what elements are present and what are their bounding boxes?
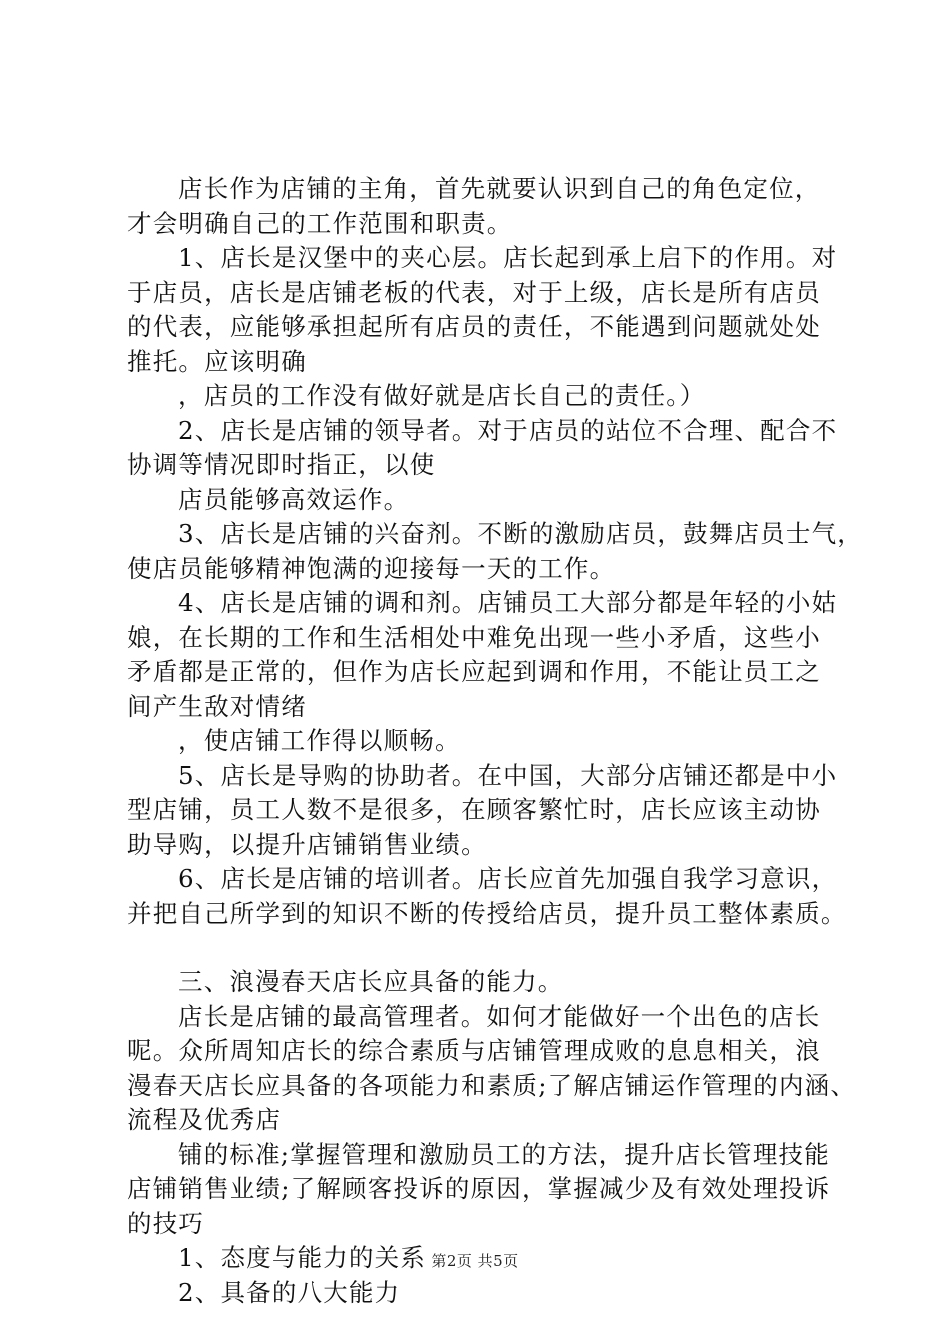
page-number-label: 第2页 共5页 (431, 1252, 519, 1270)
text-line: ，店员的工作没有做好就是店长自己的责任。） (178, 381, 706, 410)
text-line: 呢。众所周知店长的综合素质与店铺管理成败的息息相关，浪 (127, 1036, 821, 1065)
text-line: 店铺销售业绩;了解顾客投诉的原因，掌握减少及有效处理投诉 (127, 1174, 831, 1203)
page-footer (0, 1250, 950, 1271)
text-line: 型店铺，员工人数不是很多，在顾客繁忙时，店长应该主动协 (127, 795, 821, 824)
section-heading: 三、浪漫春天店长应具备的能力。 (178, 967, 564, 996)
list-item: 2、具备的八大能力 (178, 1277, 401, 1307)
text-line: 娘，在长期的工作和生活相处中难免出现一些小矛盾，这些小 (127, 622, 821, 652)
list-item: 1、态度与能力的关系 (178, 1243, 427, 1272)
text-line: 才会明确自己的工作范围和职责。 (127, 208, 513, 238)
document-body (127, 172, 863, 1310)
text-line: 于店员，店长是店铺老板的代表，对于上级，店长是所有店员 (127, 277, 821, 307)
text-line: 矛盾都是正常的，但作为店长应起到调和作用，不能让员工之 (127, 657, 821, 686)
blank-line (127, 931, 842, 965)
text-line: 流程及优秀店 (127, 1105, 282, 1134)
text-line: 2、店长是店铺的领导者。对于店员的站位不合理、配合不 (178, 415, 838, 445)
text-line: 并把自己所学到的知识不断的传授给店员，提升员工整体素质。 (127, 898, 847, 928)
text-line: 5、店长是导购的协助者。在中国，大部分店铺还都是中小 (178, 760, 838, 790)
text-line: 4、店长是店铺的调和剂。店铺员工大部分都是年轻的小姑 (178, 588, 838, 617)
text-line: 铺的标准;掌握管理和激励员工的方法，提升店长管理技能 (178, 1139, 830, 1169)
text-line: 协调等情况即时指正，以使 (127, 450, 436, 479)
text-line: 漫春天店长应具备的各项能力和素质;了解店铺运作管理的内涵、 (127, 1070, 857, 1100)
text-line: 助导购，以提升店铺销售业绩。 (127, 829, 487, 859)
text-line: 6、店长是店铺的培训者。店长应首先加强自我学习意识， (178, 864, 838, 893)
text-line: 推托。应该明确 (127, 346, 307, 376)
text-line: 1、店长是汉堡中的夹心层。店长起到承上启下的作用。对 (178, 243, 838, 272)
text-line: 的代表，应能够承担起所有店员的责任，不能遇到问题就处处 (127, 312, 821, 341)
text-line: ，使店铺工作得以顺畅。 (178, 726, 461, 755)
text-line: 3、店长是店铺的兴奋剂。不断的激励店员，鼓舞店员士气， (178, 519, 863, 548)
text-line: 使店员能够精神饱满的迎接每一天的工作。 (127, 553, 616, 583)
text-line: 间产生敌对情绪 (127, 691, 307, 721)
text-line: 店长作为店铺的主角，首先就要认识到自己的角色定位， (178, 174, 821, 203)
text-line: 的技巧 (127, 1208, 205, 1238)
text-line: 店员能够高效运作。 (178, 484, 410, 514)
text-line: 店长是店铺的最高管理者。如何才能做好一个出色的店长 (178, 1001, 821, 1031)
